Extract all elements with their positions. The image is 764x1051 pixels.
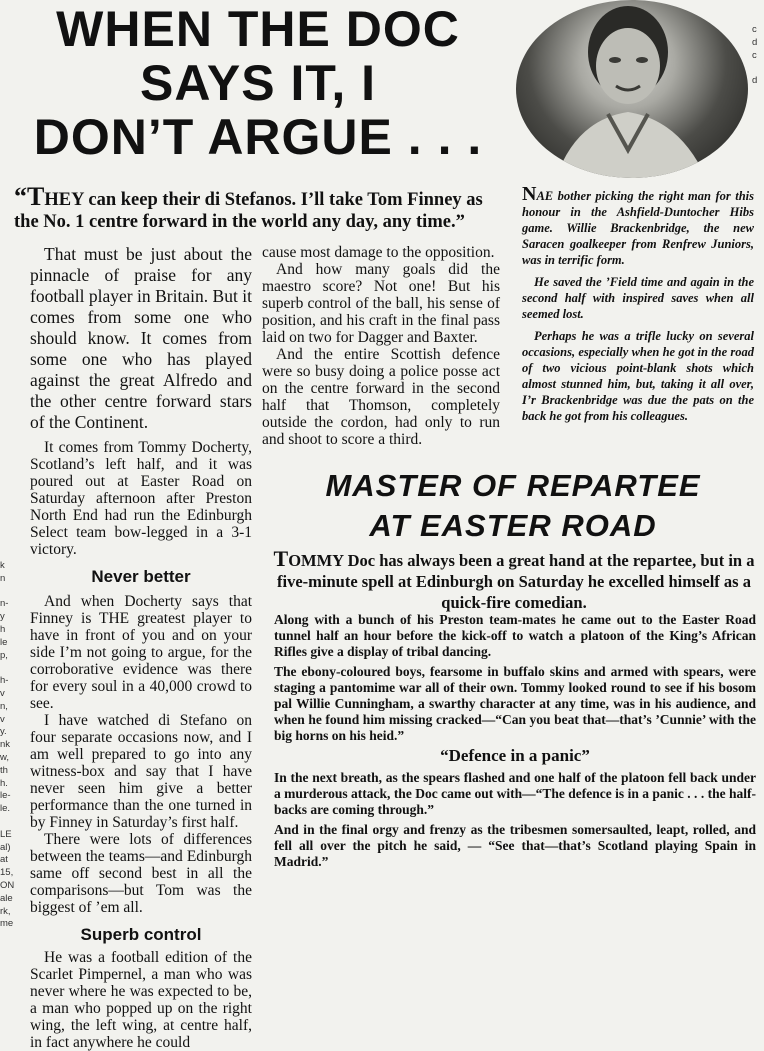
portrait-illustration <box>516 0 748 178</box>
paragraph-opposition: cause most damage to the opposition. <box>262 244 495 261</box>
player-portrait-photo <box>516 0 748 178</box>
paragraph-pinnacle: That must be just about the pinnacle of praise for any football player in Britain. But it comes from some one who should know. It comes from some one who has played against the great Alfredo and the other centre forward stars of the Continent. <box>30 244 252 432</box>
headline-master-of-repartee <box>268 466 758 546</box>
story-paragraph-final-orgy: And in the final orgy and frenzy as the tribesmen somersaulted, leapt, rolled, and fell all over the pitch he said, — “See that—that’s Scotland playing Spain in Madrid.” <box>274 822 756 869</box>
left-edge-cropped-text: k n n- y h le p, h- v n, v y. nk w, th h. le- le. LE al) at 15, ON ale rk, me <box>0 560 15 930</box>
sidebar-dropcap: N <box>522 183 537 205</box>
paragraph-greatest-player: And when Docherty says that Finney is THE greatest player to have in front of you and on your side I’m not going to argue, for the corroborative evidence was there for every soul in a 40,000 crowd to see. <box>30 593 252 712</box>
paragraph-tommy-docherty: It comes from Tommy Docherty, Scotland’s left half, and it was poured out at Easter Road on Saturday afternoon after Preston North End had run the Edinburgh Select team bow-legged in a 3-1 victory. <box>30 439 252 558</box>
headline2-line-1: MASTER OF REPARTEE <box>325 468 701 503</box>
headline-line-2: SAYS IT, I <box>139 55 377 111</box>
paragraph-di-stefano: I have watched di Stefano on four separate occasions now, and I am well prepared to go into any witness-box and say that I have never seen him give a better performance than the one turned in by Finney in Saturday’s first half. <box>30 712 252 831</box>
right-edge-cropped-text: c d c d <box>752 24 758 87</box>
paragraph-scarlet-pimpernel: He was a football edition of the Scarlet Pimpernel, a man who was never where he was expected to be, a man who popped up on the right wing, the left wing, at centre half, in fact anywhere he could <box>30 949 252 1051</box>
sidebar-paragraph-2: He saved the ’Field time and again in the second half with inspired saves when all seemed lost. <box>522 275 754 321</box>
article-column-2 <box>262 244 500 448</box>
headline <box>8 2 508 164</box>
sidebar-paragraph-1 <box>522 183 754 268</box>
headline-line-3: DON’T ARGUE . . . <box>33 109 483 165</box>
intro-text: HEY can keep their di Stefanos. I’ll take Tom Finney as the No. 1 centre forward in the world any day, any time.” <box>14 190 483 232</box>
repartee-story-body <box>274 612 756 874</box>
headline2-line-2: AT EASTER ROAD <box>369 508 657 543</box>
subheading-defence-in-a-panic: “Defence in a panic” <box>440 746 590 765</box>
sidebar-paragraph-1-text: AE bother picking the right man for this honour in the Ashfield-Duntocher Hibs game. Willie Brackenbridge, the new Saracen goalkeeper from Renfrew Juniors, was in terrific form. <box>522 189 754 267</box>
repartee-dropcap: T <box>273 546 289 571</box>
repartee-intro <box>272 548 756 613</box>
subheading-superb-control: Superb control <box>80 925 202 944</box>
story-paragraph-ebony: The ebony-coloured boys, fearsome in buffalo skins and armed with spears, were staging a pantomime war all of their own. Tommy looked round to see if his bosom pal Willie Cunningham, a swarthy character at any time, was in his audience, and when he found him missing cracked—“Can you beat that—that’s ’Cunnie’ with the big horns on his heid.” <box>274 664 756 743</box>
story-paragraph-next-breath: In the next breath, as the spears flashed and one half of the platoon fell back under a murderous attack, the Doc came out with—“The defence is in a panic . . . the half-backs are coming through.” <box>274 770 756 817</box>
intro-dropcap: “T <box>14 182 45 211</box>
article-column-1 <box>30 244 252 1051</box>
story-paragraph-tunnel: Along with a bunch of his Preston team-mates he came out to the Easter Road tunnel half an hour before the kick-off to watch a platoon of the King’s African Rifles give a display of tribal dancing. <box>274 612 756 659</box>
paragraph-differences: There were lots of differences between the teams—and Edinburgh same off second best in all the comparisons—but Tom was the biggest of ’em all. <box>30 831 252 916</box>
subheading-never-better: Never better <box>91 567 191 586</box>
repartee-intro-text: OMMY Doc has always been a great hand at the repartee, but in a five-minute spell at Edinburgh on Saturday he excelled himself as a quick-fire comedian. <box>277 551 755 612</box>
sidebar-paragraph-3: Perhaps he was a trifle lucky on several occasions, especially when he got in the road of two vicious point-blank shots which almost stunned him, but, taking it all over, I’r Brackenbridge was due the pats on the back he got from his colleagues. <box>522 329 754 423</box>
paragraph-goals: And how many goals did the maestro score? Not one! But his superb control of the ball, his sense of position, and his craft in the final pass laid on two for Dagger and Baxter. <box>262 261 500 346</box>
sidebar-story-brackenbridge <box>522 183 754 430</box>
intro-quote <box>14 182 504 233</box>
paragraph-scottish-defence: And the entire Scottish defence were so busy doing a police posse act on the centre forward in the second half that Thomson, completely outside the cordon, had only to run and shoot to score a third. <box>262 346 500 448</box>
headline-line-1: WHEN THE DOC <box>56 1 460 57</box>
